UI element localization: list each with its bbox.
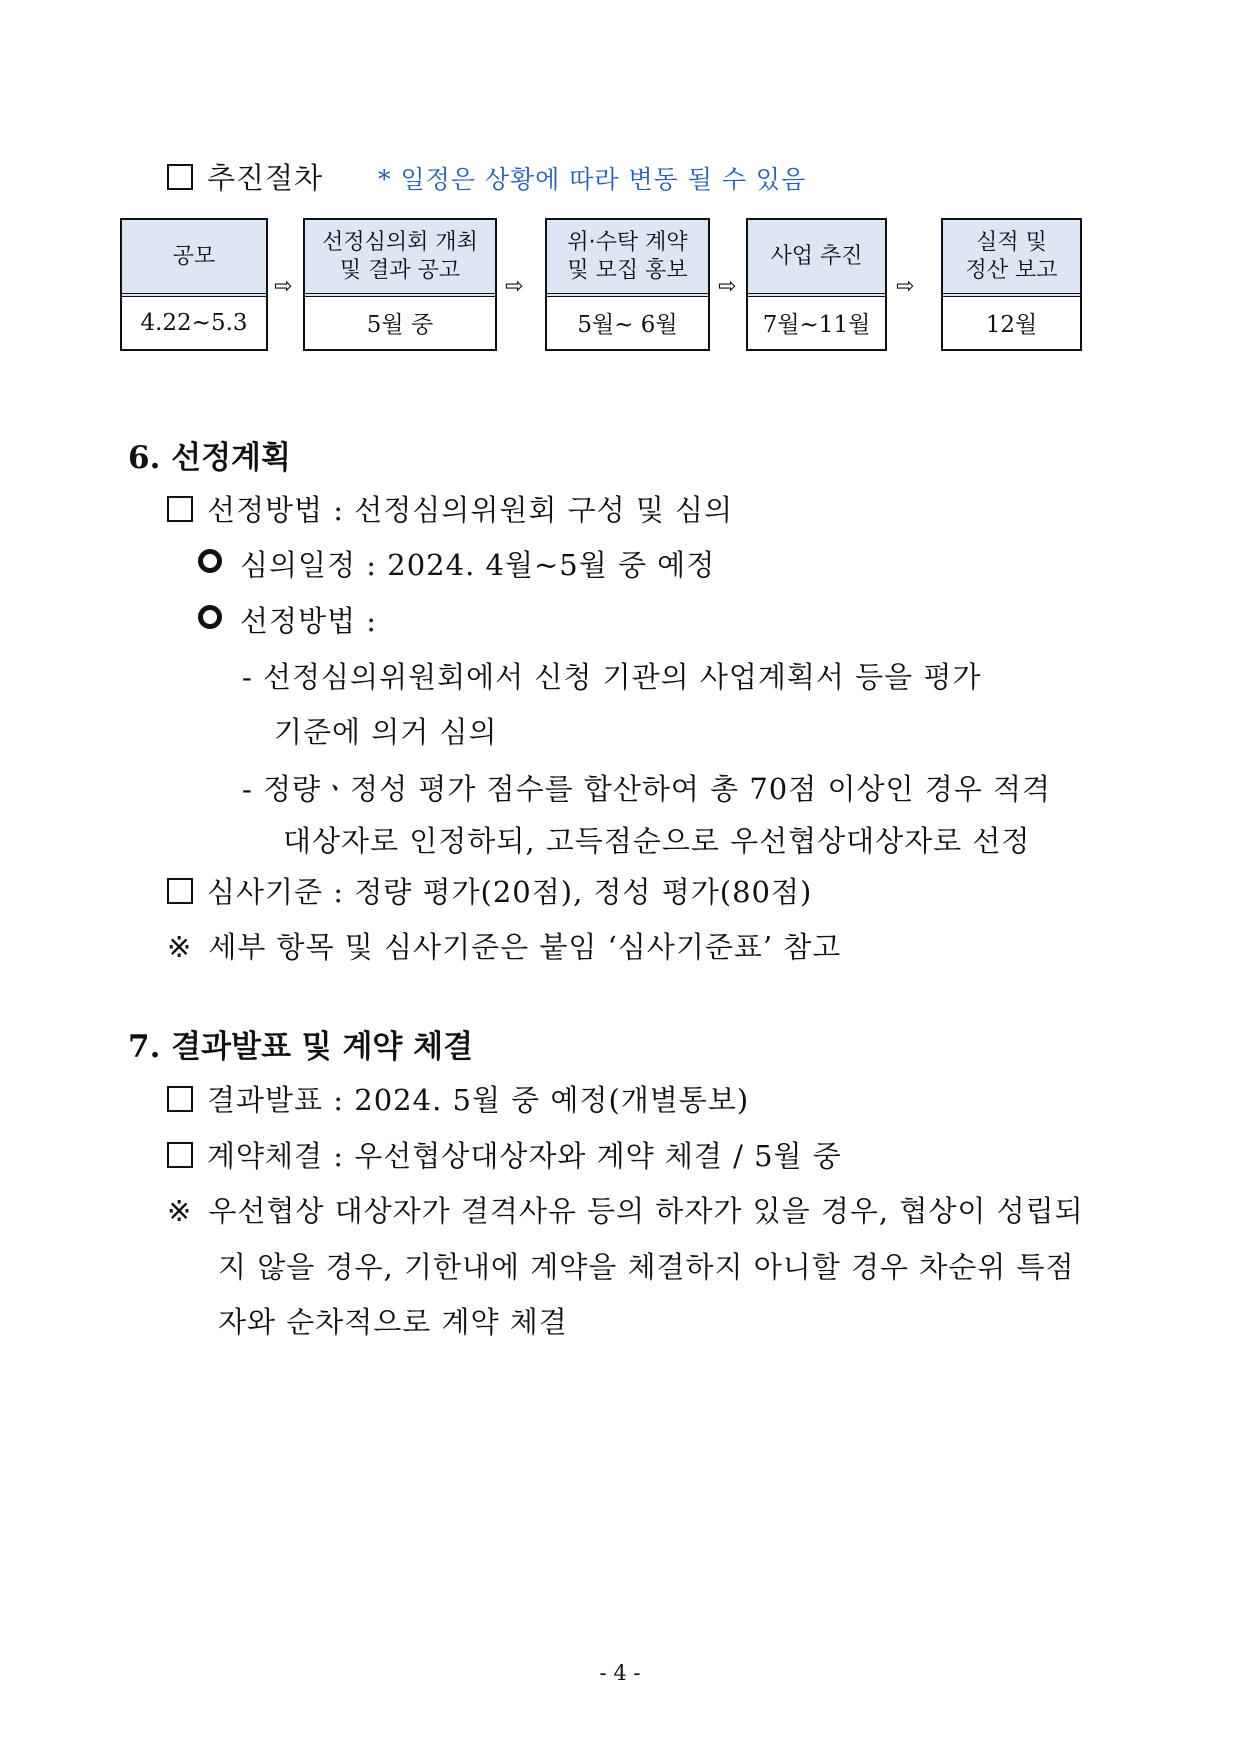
step-period: 5월 중 xyxy=(366,312,434,338)
section6-reference: ※ 세부 항목 및 심사기준은 붙임 ‘심사기준표’ 참고 xyxy=(167,930,842,964)
section7-contract: 계약체결 : 우선협상대상자와 계약 체결 / 5월 중 xyxy=(167,1134,842,1175)
checkbox-square-icon xyxy=(167,878,193,904)
section6-dash2-line2: 대상자로 인정하되, 고득점순으로 우선협상대상자로 선정 xyxy=(283,824,1031,858)
step-box-5 xyxy=(941,218,1082,351)
reference-mark-icon: ※ xyxy=(167,930,193,964)
arrow-right-icon: ⇨ xyxy=(274,274,293,299)
section6-dash1-line2: 기준에 의거 심의 xyxy=(274,715,498,749)
checkbox-square-icon xyxy=(167,1142,193,1168)
step-box-2 xyxy=(303,218,497,351)
checkbox-square-icon xyxy=(167,496,193,522)
step-box-4 xyxy=(746,218,887,351)
section7-reference: ※ 우선협상 대상자가 결격사유 등의 하자가 있을 경우, 협상이 성립되 xyxy=(167,1194,1084,1228)
section6-schedule: 심의일정 : 2024. 4월~5월 중 예정 xyxy=(198,543,715,584)
step-title: 실적 및 정산 보고 xyxy=(943,220,1080,297)
section6-dash2-line1: - 정량ㆍ정성 평가 점수를 합산하여 총 70점 이상인 경우 적격 xyxy=(242,772,1051,806)
step-title: 공모 xyxy=(122,220,266,297)
schedule-note: * 일정은 상황에 따라 변동 될 수 있음 xyxy=(378,165,807,194)
reference-mark-icon: ※ xyxy=(167,1194,193,1228)
step-box-1 xyxy=(120,218,268,351)
section7-reference-line2: 지 않을 경우, 기한내에 계약을 체결하지 아니할 경우 차순위 특점 xyxy=(218,1250,1075,1284)
step-title: 선정심의회 개최 및 결과 공고 xyxy=(305,220,495,297)
step-period: 5월~ 6월 xyxy=(577,312,678,338)
procedure-heading: 추진절차 xyxy=(167,156,323,197)
section6-dash1-line1: - 선정심의위원회에서 신청 기관의 사업계획서 등을 평가 xyxy=(242,660,982,694)
step-title: 위·수탁 계약 및 모집 홍보 xyxy=(547,220,708,297)
circle-bullet-icon xyxy=(198,605,222,629)
step-title: 사업 추진 xyxy=(748,220,885,297)
section6-method: 선정방법 : 선정심의위원회 구성 및 심의 xyxy=(167,488,733,529)
arrow-right-icon: ⇨ xyxy=(718,274,737,299)
section6-heading: 6. 선정계획 xyxy=(128,440,291,476)
arrow-right-icon: ⇨ xyxy=(505,274,524,299)
section6-criteria: 심사기준 : 정량 평가(20점), 정성 평가(80점) xyxy=(167,870,812,911)
step-period: 4.22~5.3 xyxy=(140,309,248,336)
step-box-3 xyxy=(545,218,710,351)
section7-announce: 결과발표 : 2024. 5월 중 예정(개별통보) xyxy=(167,1078,749,1119)
step-period: 12월 xyxy=(985,312,1038,338)
checkbox-square-icon xyxy=(167,1086,193,1112)
section7-heading: 7. 결과발표 및 계약 체결 xyxy=(128,1029,474,1065)
circle-bullet-icon xyxy=(198,549,222,573)
section7-reference-line3: 자와 순차적으로 계약 체결 xyxy=(218,1305,568,1339)
section6-method-sub: 선정방법 : xyxy=(198,599,377,640)
page-number: - 4 - xyxy=(599,1661,641,1685)
checkbox-square-icon xyxy=(167,164,193,190)
arrow-right-icon: ⇨ xyxy=(896,274,915,299)
step-period: 7월~11월 xyxy=(762,312,871,338)
